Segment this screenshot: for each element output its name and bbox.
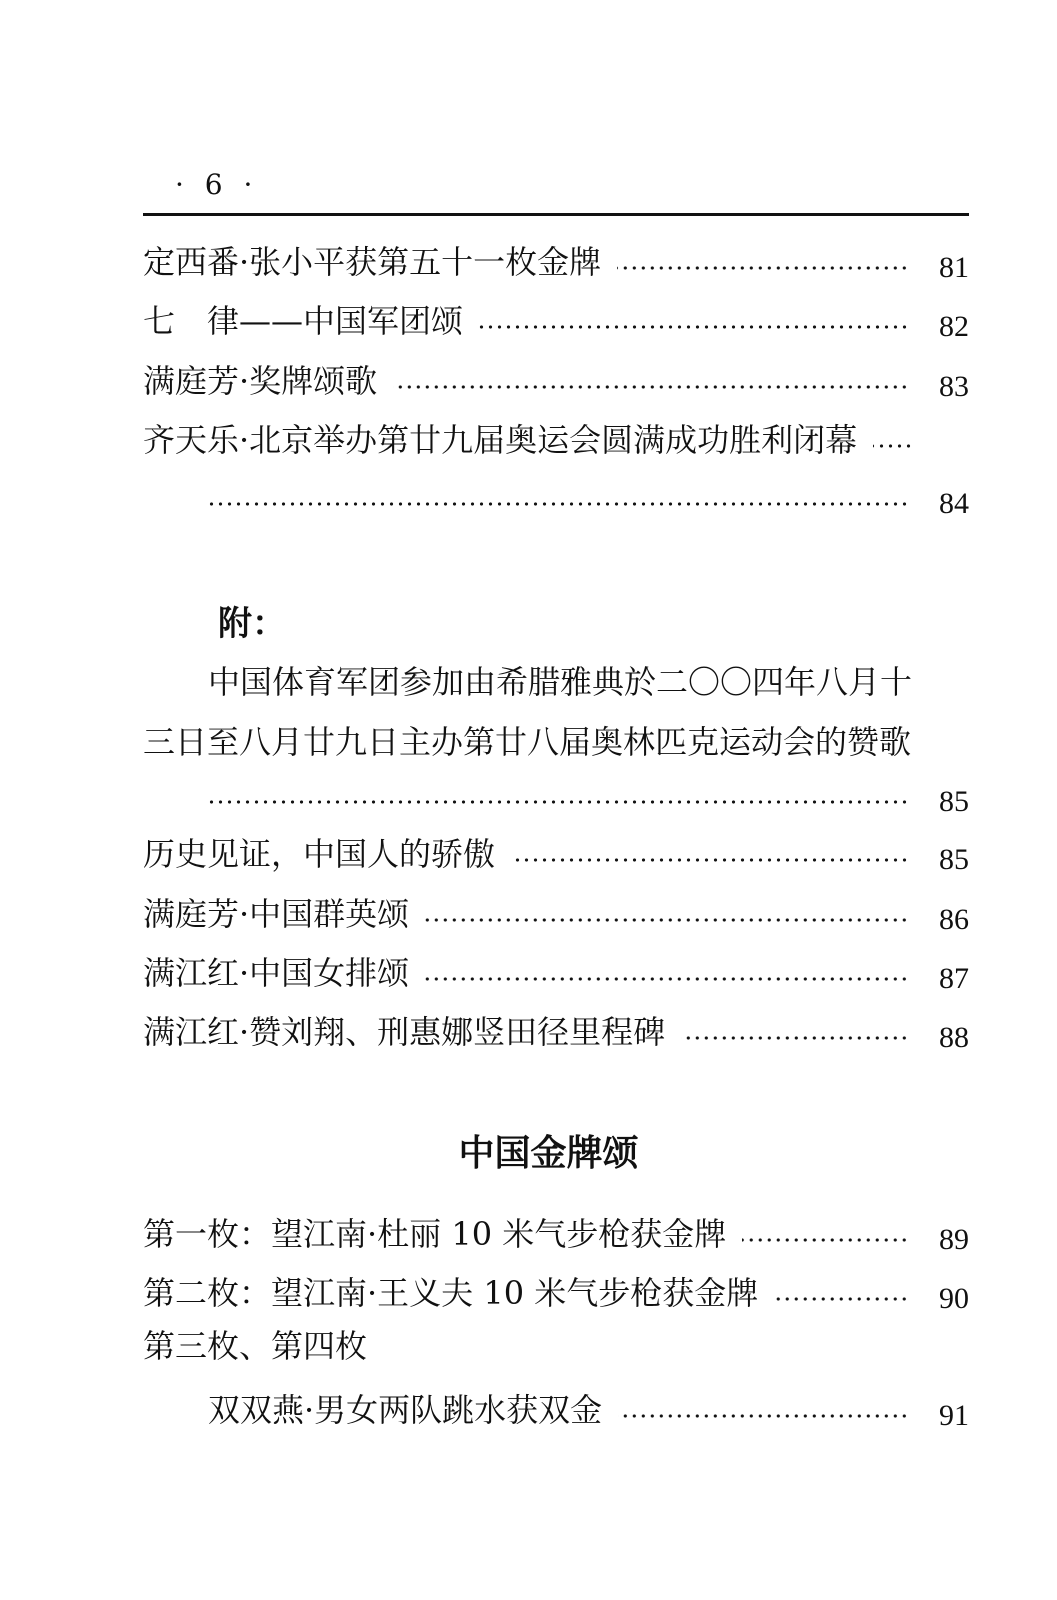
toc-entry[interactable] [143,947,969,993]
toc-entry-page: 86 [939,903,969,936]
toc-entry-title: 双双燕·男女两队跳水获双金 [208,1391,603,1429]
paragraph-line: 三日至八月廿九日主办第廿八届奥林匹克运动会的赞歌 [143,723,912,761]
toc-entry-title: 七 律——中国军团颂 [143,302,464,340]
leader-dots [742,1236,909,1244]
toc-entry-title: 满庭芳·中国群英颂 [143,895,410,933]
leader-dots [425,916,909,924]
leader-dots [617,264,909,272]
toc-entry-title: 历史见证，中国人的骄傲 [143,835,496,873]
toc-entry[interactable] [143,295,969,341]
leader-dots [208,500,909,508]
toc-entry-continuation[interactable] [208,472,969,518]
toc-entry[interactable] [143,1208,969,1254]
toc-entry-page: 87 [939,962,969,995]
leader-dots [681,1034,909,1042]
leader-dots [511,856,909,864]
toc-entry-title: 第一枚：望江南·杜丽 10 米气步枪获金牌 [143,1215,727,1253]
toc-entry[interactable] [143,1267,969,1313]
page-number-header: · 6 · [175,168,259,201]
toc-entry-page: 85 [939,843,969,876]
leader-dots [618,1412,909,1420]
appendix-heading: 附： [218,604,286,644]
toc-entry-page: 91 [939,1399,969,1432]
toc-entry-title: 齐天乐·北京举办第廿九届奥运会圆满成功胜利闭幕 [143,421,858,459]
toc-entry-title: 定西番·张小平获第五十一枚金牌 [143,243,602,281]
toc-entry-page: 89 [939,1223,969,1256]
leader-dots [774,1295,909,1303]
leader-dots [393,383,909,391]
paragraph-line: 中国体育军团参加由希腊雅典於二〇〇四年八月十 [208,663,913,701]
section-title: 中国金牌颂 [458,1133,639,1174]
toc-entry-page: 82 [939,310,969,343]
toc-entry[interactable] [208,1384,969,1430]
appendix-paragraph [143,652,969,772]
toc-entry[interactable] [143,236,969,282]
toc-entry-title: 第二枚：望江南·王义夫 10 米气步枪获金牌 [143,1274,759,1312]
toc-entry-title: 满江红·赞刘翔、刑惠娜竖田径里程碑 [143,1013,666,1051]
leader-dots [208,798,909,806]
toc-entry-page: 84 [939,487,969,520]
leader-dots [479,323,909,331]
toc-entry-page: 88 [939,1021,969,1054]
toc-entry-title: 满江红·中国女排颂 [143,954,410,992]
toc-entry-page: 90 [939,1282,969,1315]
toc-entry-title: 满庭芳·奖牌颂歌 [143,362,378,400]
toc-entry[interactable] [143,355,969,401]
toc-entry[interactable] [143,888,969,934]
toc-entry-long[interactable] [143,414,969,460]
toc-entry-page: 81 [939,251,969,284]
toc-entry[interactable] [143,828,969,874]
toc-entry[interactable] [143,1006,969,1052]
toc-entry-continuation[interactable] [208,770,969,816]
toc-entry-page: 85 [939,785,969,818]
toc-entry-page: 83 [939,370,969,403]
leader-dots [873,442,913,450]
group-label: 第三枚、第四枚 [143,1327,368,1365]
header-rule [143,213,969,216]
leader-dots [425,975,909,983]
